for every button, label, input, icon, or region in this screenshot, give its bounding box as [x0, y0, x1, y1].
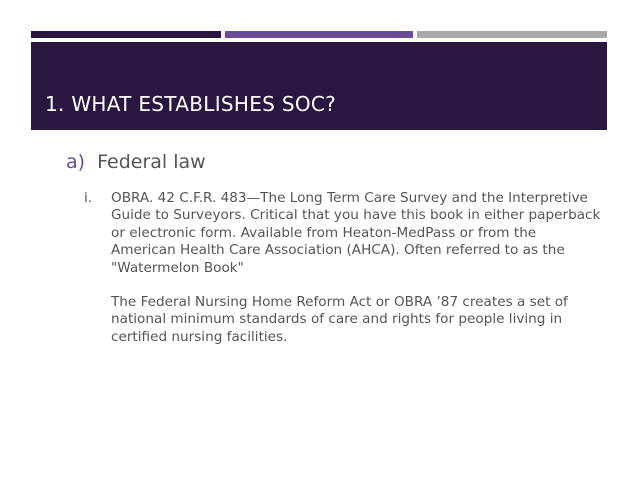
slide-title: 1. WHAT ESTABLISHES SOC?	[45, 92, 337, 116]
top-accent-bars	[0, 31, 638, 38]
list-item-marker: i.	[84, 190, 93, 206]
section-heading-text: Federal law	[97, 151, 206, 173]
paragraph-obra: OBRA. 42 C.F.R. 483—The Long Term Care Survey and the Interpretive Guide to Surveyors. Critical that you have this book in either paperback or electronic form. Available from Heaton-MedPass or from the American Health Care Association (AHCA). Often referred to as the "Watermelon Book"	[111, 190, 601, 276]
section-heading	[66, 151, 206, 173]
title-band	[31, 42, 607, 130]
paragraph-reform-act: The Federal Nursing Home Reform Act or OBRA ’87 creates a set of national minimum standards of care and rights for people living in certified nursing facilities.	[111, 294, 568, 345]
accent-bar-purple	[225, 31, 413, 38]
accent-bar-dark-purple	[31, 31, 221, 38]
list-item-body	[111, 190, 601, 363]
section-marker: a)	[66, 151, 86, 173]
accent-bar-gray	[417, 31, 607, 38]
